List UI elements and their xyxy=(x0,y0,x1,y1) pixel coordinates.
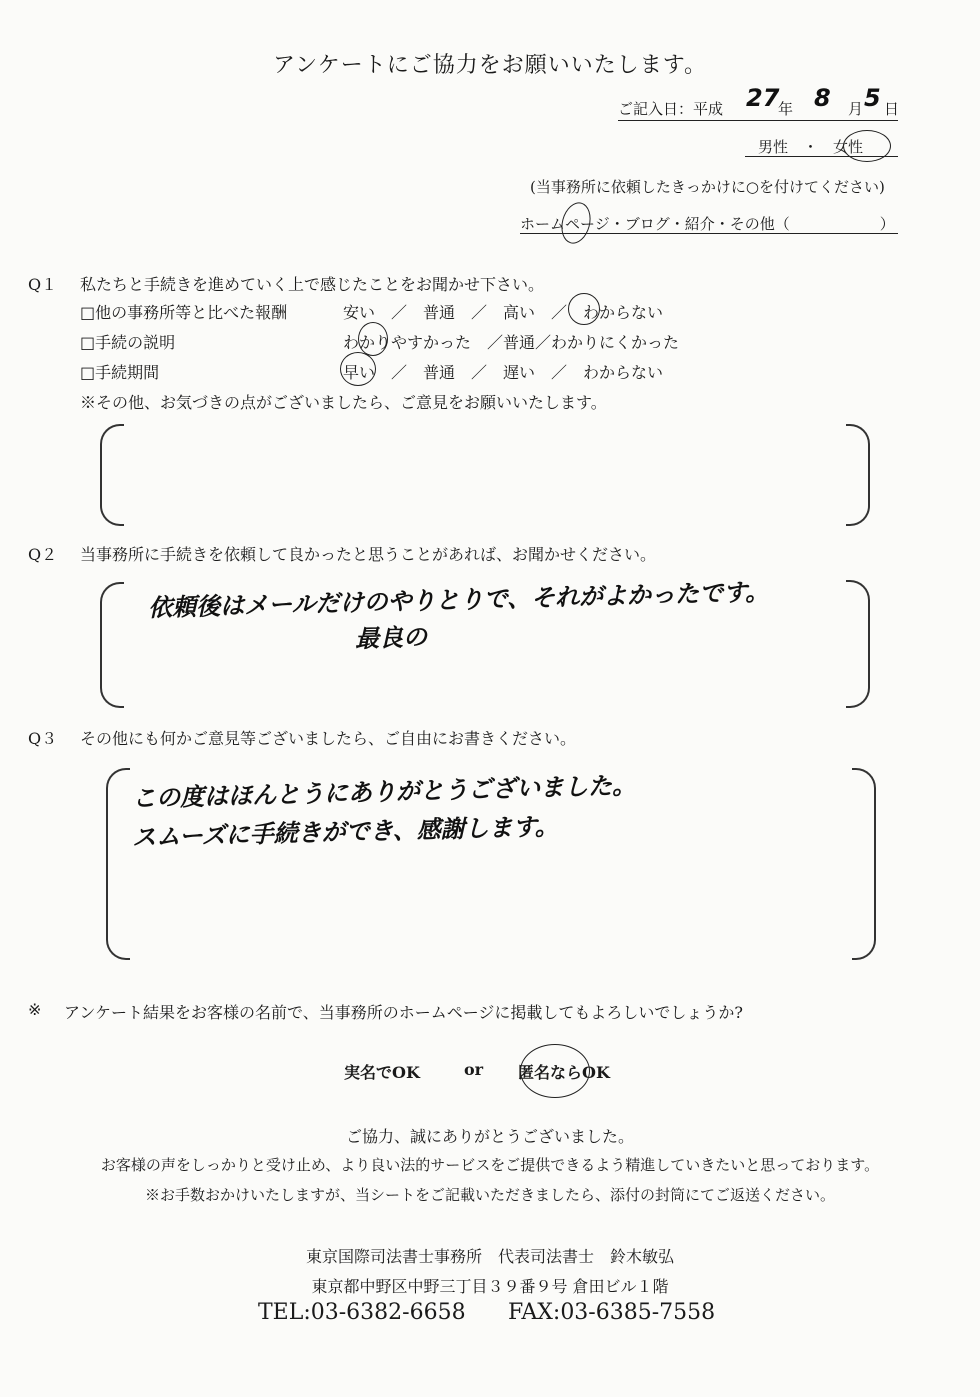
q1-label: Q１ xyxy=(28,275,58,294)
q1-fee-circle-mark xyxy=(568,293,600,325)
q3-question: その他にも何かご意見等ございましたら、ご自由にお書きください。 xyxy=(80,729,577,748)
date-month-unit: 月 xyxy=(848,100,864,118)
q1-box-right-bracket xyxy=(846,424,870,526)
date-underline xyxy=(618,120,898,121)
q1-period-circle-mark xyxy=(340,352,376,386)
q1-row-fee-options: 安い ／ 普通 ／ 高い ／ わからない xyxy=(343,303,664,322)
publish-question: アンケート結果をお客様の名前で、当事務所のホームページに掲載してもよろしいでしょうか? xyxy=(64,1003,743,1022)
q1-row-fee-item: □他の事務所等と比べた報酬 xyxy=(80,303,288,322)
q2-question: 当事務所に手続きを依頼して良かったと思うことがあれば、お聞かせください。 xyxy=(80,545,657,564)
office-tel: TEL:03-6382-6658 xyxy=(258,1300,466,1325)
q2-label: Q２ xyxy=(28,545,58,564)
date-year: 27 xyxy=(746,84,780,112)
q1-box-left-bracket xyxy=(100,424,124,526)
q2-handwritten-line2: 最良の xyxy=(354,623,428,653)
date-month: 8 xyxy=(814,84,831,112)
publish-or: or xyxy=(464,1060,484,1079)
q1-explain-circle-mark xyxy=(358,322,388,356)
gender-circle-mark xyxy=(843,130,891,162)
q1-note: ※その他、お気づきの点がございましたら、ご意見をお願いいたします。 xyxy=(80,393,607,412)
office-fax: FAX:03-6385-7558 xyxy=(508,1300,716,1325)
date-year-unit: 年 xyxy=(778,100,794,118)
q3-handwritten-line2: スムーズに手続きができ、感謝します。 xyxy=(131,812,560,852)
closing-line1: ご協力、誠にありがとうございました。 xyxy=(345,1127,634,1146)
page-title: アンケートにご協力をお願いいたします。 xyxy=(273,53,707,78)
q1-row-period-options: 早い ／ 普通 ／ 遅い ／ わからない xyxy=(343,363,664,382)
date-day-unit: 日 xyxy=(884,100,900,118)
trigger-circle-mark xyxy=(557,199,595,247)
q1-row-explain-item: □手続の説明 xyxy=(80,333,176,352)
q3-box-left-bracket xyxy=(106,768,130,960)
q2-box-left-bracket xyxy=(100,582,124,708)
date-day: 5 xyxy=(864,84,881,112)
trigger-note: (当事務所に依頼したきっかけに○を付けてください) xyxy=(530,178,885,196)
q1-row-explain-options: わかりやすかった ／普通／わかりにくかった xyxy=(343,333,680,352)
office-name: 東京国際司法書士事務所 代表司法書士 鈴木敏弘 xyxy=(305,1247,674,1266)
publish-option-real: 実名でOK xyxy=(344,1063,420,1082)
q1-row-period-item: □手続期間 xyxy=(80,363,160,382)
q3-label: Q３ xyxy=(28,729,58,748)
q3-box-right-bracket xyxy=(852,768,876,960)
trigger-options: ホームページ・ブログ・紹介・その他（ ） xyxy=(520,215,895,233)
date-line xyxy=(618,98,723,119)
publish-circle-mark xyxy=(520,1044,590,1098)
q2-box-right-bracket xyxy=(846,580,870,708)
q2-handwritten-line1: 依頼後はメールだけのやりとりで、それがよかったです。 xyxy=(147,577,770,623)
gender-options: 男性 ・ 女性 xyxy=(758,138,864,156)
publish-option-anon: 匿名ならOK xyxy=(518,1063,610,1082)
publish-mark: ※ xyxy=(28,1000,42,1019)
q3-handwritten-line1: この度はほんとうにありがとうございました。 xyxy=(131,771,637,813)
office-address: 東京都中野区中野三丁目３９番９号 倉田ビル１階 xyxy=(311,1277,669,1296)
date-prefix: ご記入日：平成 xyxy=(618,100,724,118)
q1-question: 私たちと手続きを進めていく上で感じたことをお聞かせ下さい。 xyxy=(80,275,545,294)
closing-line3: ※お手数おかけいたしますが、当シートをご記載いただきましたら、添付の封筒にてご返送ください。 xyxy=(144,1186,835,1204)
closing-line2: お客様の声をしっかりと受け止め、より良い法的サービスをご提供できるよう精進していきたいと思っております。 xyxy=(100,1156,880,1174)
